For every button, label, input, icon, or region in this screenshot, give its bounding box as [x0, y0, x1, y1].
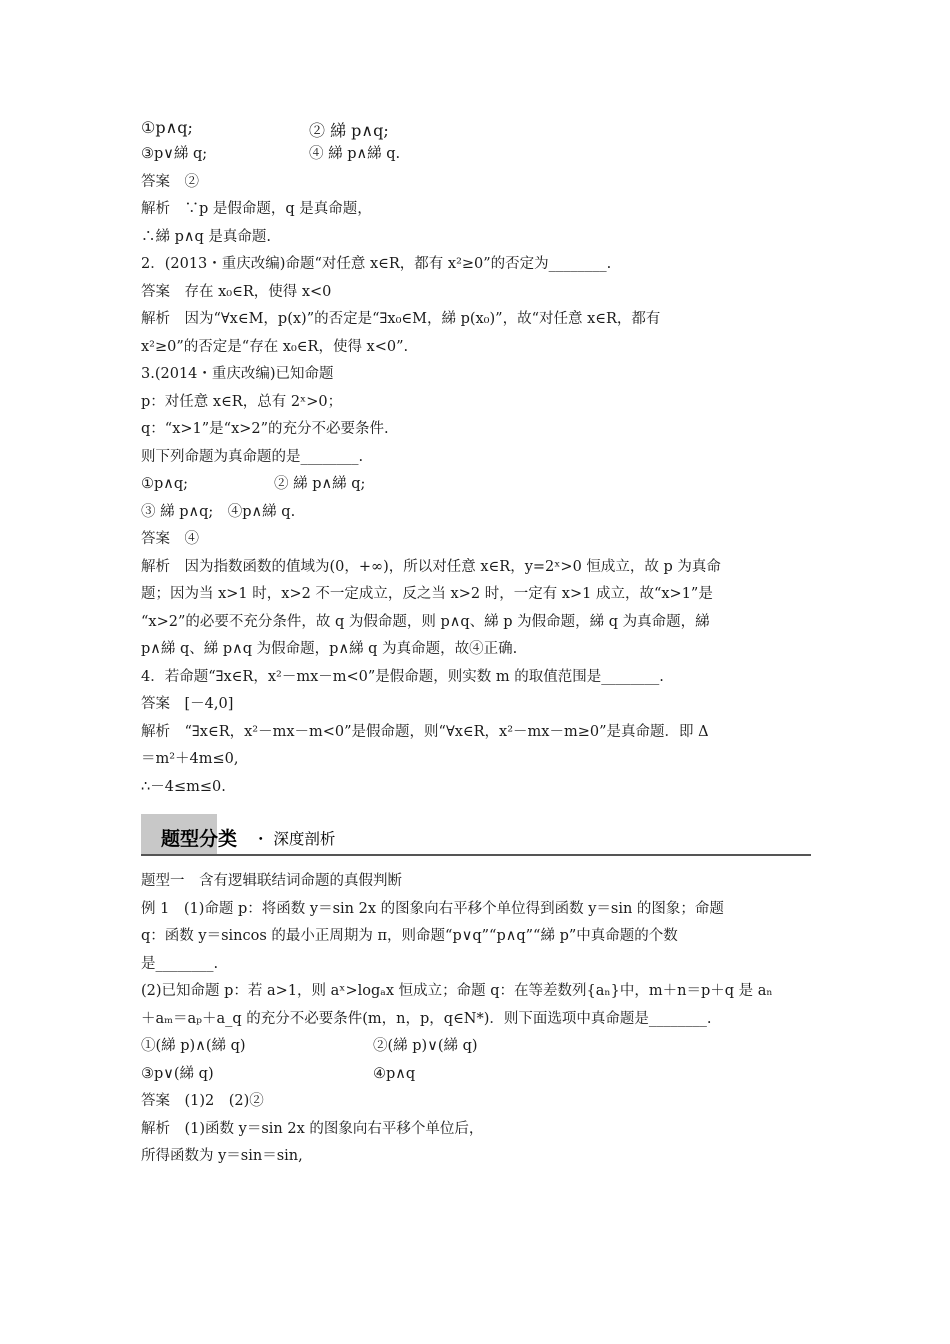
text-line: 题；因为当 x>1 时，x>2 不一定成立，反之当 x>2 时，一定有 x>1 成立，故“x>1”是: [141, 586, 713, 602]
analysis-line: 解析 因为指数函数的值域为(0，+∞)，所以对任意 x∈R，y=2ˣ>0 恒成立，故 p 为真命: [141, 558, 721, 575]
analysis-line: 解析 因为“∀x∈M，p(x)”的否定是“∃x₀∈M，綈 p(x₀)”，故“对任意 x∈R，都有: [141, 311, 661, 327]
text-line: (2)已知命题 p：若 a>1，则 aˣ>logₐx 恒成立；命题 q：在等差数列{aₙ}中，m＋n＝p＋q 是 aₙ: [141, 983, 773, 999]
option-text: ② 綈 p∧綈 q;: [274, 476, 366, 492]
text-line: x²≥0”的否定是“存在 x₀∈R，使得 x<0”.: [141, 338, 409, 355]
option-text: ④ 綈 p∧綈 q.: [309, 146, 401, 162]
answer-line: 答案 ④: [141, 531, 199, 547]
option-text: ③p∨(綈 q): [141, 1065, 214, 1082]
text-line: “x>2”的必要不充分条件，故 q 为假命题，则 p∧q、綈 p 为假命题，綈 q 为真命题，綈: [141, 613, 710, 630]
text-line: 则下列命题为真命题的是________.: [141, 448, 364, 465]
question-line: 3.(2014・重庆改编)已知命题: [141, 366, 334, 382]
option-row: [141, 118, 811, 141]
option-row: [141, 1061, 811, 1089]
text-line: q：函数 y＝sincos 的最小正周期为 π，则命题“p∨q”“p∧q”“綈 p”中真命题的个数: [141, 928, 678, 944]
option-text: ①p∧q;: [141, 118, 193, 137]
analysis-line: 解析 “∃x∈R，x²－mx－m<0”是假命题，则“∀x∈R，x²－mx－m≥0”是真命题．即 Δ: [141, 723, 709, 740]
text-line: ＝m²＋4m≤0,: [141, 751, 239, 767]
text-line: ∴－4≤m≤0.: [141, 778, 226, 795]
section-title: 题型分类: [161, 828, 238, 850]
answer-line: 答案 (1)2 (2)②: [141, 1093, 264, 1109]
option-text: ①p∧q;: [141, 476, 189, 492]
banner-rule: [141, 854, 811, 856]
text-line: q：“x>1”是“x>2”的充分不必要条件.: [141, 421, 389, 437]
section-banner: [141, 812, 811, 860]
option-text: ①(綈 p)∧(綈 q): [141, 1038, 246, 1054]
text-line: 所得函数为 y＝sin＝sin,: [141, 1148, 303, 1164]
analysis-line: 解析 (1)函数 y＝sin 2x 的图象向右平移个单位后，: [141, 1120, 484, 1137]
option-text: ② 綈 p∧q;: [309, 121, 389, 140]
text-line: ＋aₘ＝aₚ＋a_q 的充分不必要条件(m，n，p，q∈N*)．则下面选项中真命题是________.: [141, 1010, 712, 1027]
text-line: 是________.: [141, 955, 219, 972]
question-line: 2．(2013・重庆改编)命题“对任意 x∈R，都有 x²≥0”的否定为________.: [141, 256, 612, 272]
option-text: ④p∧q: [373, 1065, 416, 1082]
example-line: 例 1 (1)命题 p：将函数 y＝sin 2x 的图象向右平移个单位得到函数 y＝sin 的图象；命题: [141, 900, 724, 917]
section-subtitle: ・ 深度剖析: [253, 830, 336, 848]
answer-line: 答案 存在 x₀∈R，使得 x<0: [141, 283, 332, 300]
option-line: ③ 綈 p∧q; ④p∧綈 q.: [141, 503, 296, 520]
option-row: [141, 471, 811, 499]
answer-line: 答案 ②: [141, 173, 199, 190]
text-line: p：对任意 x∈R，总有 2ˣ>0；: [141, 393, 343, 410]
option-row: [141, 1033, 811, 1061]
option-text: ③p∨綈 q;: [141, 146, 208, 162]
option-row: [141, 141, 811, 169]
answer-line: 答案 [－4,0]: [141, 696, 234, 712]
document-page: [141, 118, 811, 1171]
text-line: p∧綈 q、綈 p∧q 为假命题，p∧綈 q 为真命题，故④正确.: [141, 641, 518, 657]
question-line: 4．若命题“∃x∈R，x²－mx－m<0”是假命题，则实数 m 的取值范围是________.: [141, 668, 664, 685]
option-text: ②(綈 p)∨(綈 q): [373, 1038, 478, 1054]
analysis-line: 解析 ∵p 是假命题，q 是真命题，: [141, 201, 372, 217]
topic-heading: 题型一 含有逻辑联结词命题的真假判断: [141, 873, 402, 889]
text-line: ∴綈 p∧q 是真命题.: [141, 228, 272, 245]
